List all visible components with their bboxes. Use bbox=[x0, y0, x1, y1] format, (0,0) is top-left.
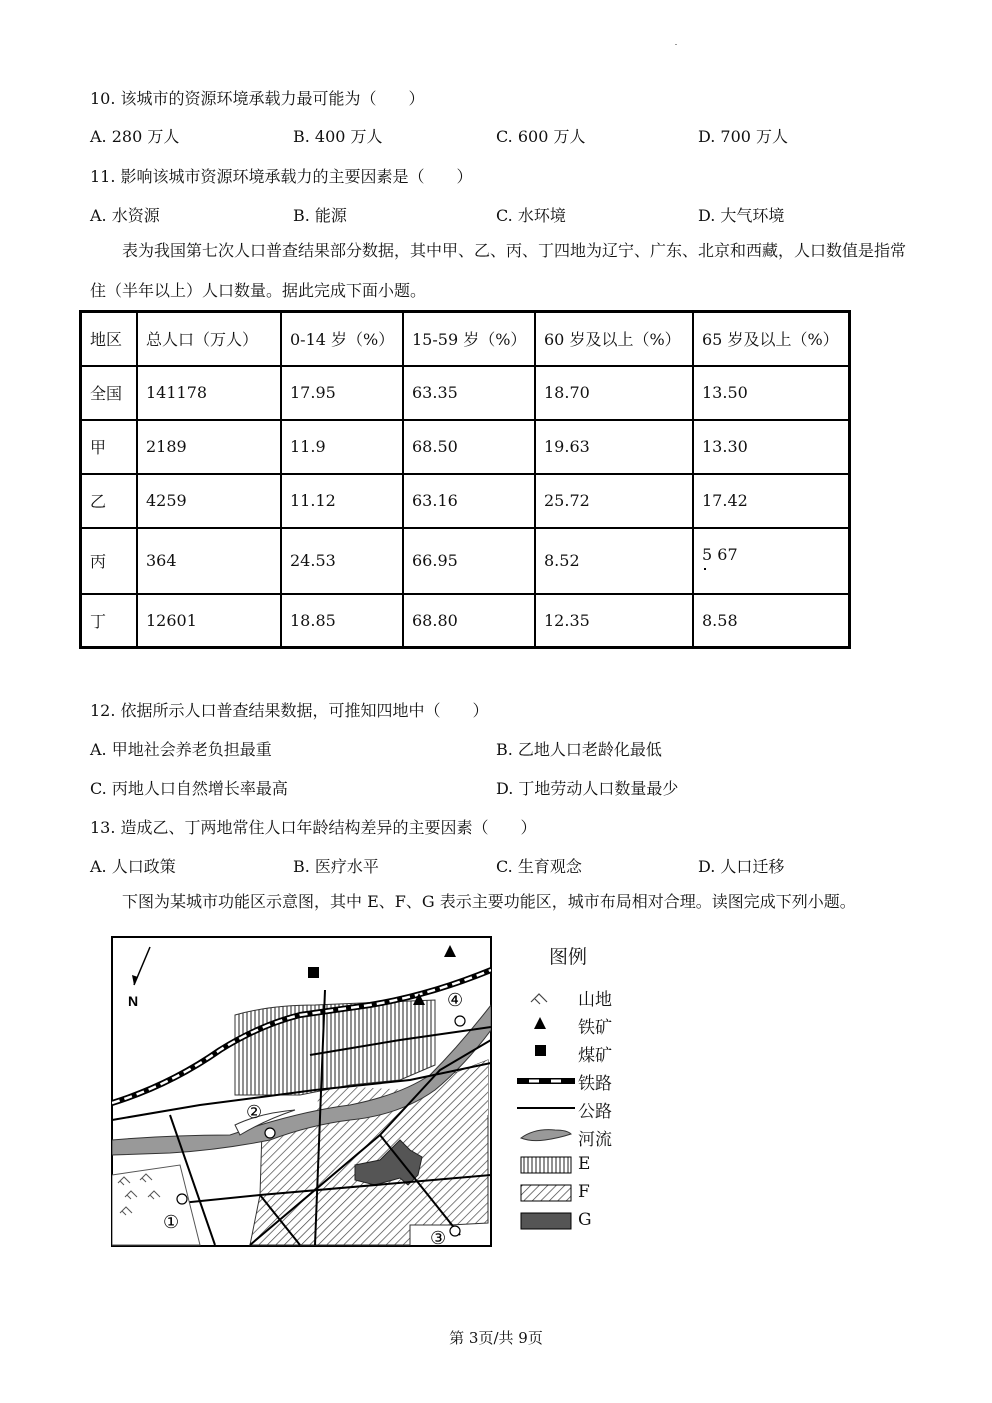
table-cell: 全国 bbox=[81, 366, 138, 420]
table-row bbox=[81, 594, 850, 648]
zone-f-swatch bbox=[521, 1185, 571, 1201]
legend-iron-mine: 铁矿 bbox=[578, 1018, 612, 1038]
header-cell: 0-14 岁（%） bbox=[281, 312, 403, 366]
header-cell: 65 岁及以上（%） bbox=[693, 312, 850, 366]
page-footer: 第 3页/共 9页 bbox=[449, 1329, 543, 1347]
q11-option-d: D. 大气环境 bbox=[698, 206, 785, 225]
q12-option-d: D. 丁地劳动人口数量最少 bbox=[496, 779, 679, 798]
q11-option-a: A. 水资源 bbox=[90, 206, 160, 225]
q11-option-c: C. 水环境 bbox=[496, 206, 566, 225]
table-cell: 8.52 bbox=[535, 528, 693, 594]
table-cell: 25.72 bbox=[535, 474, 693, 528]
zone-g-swatch bbox=[521, 1213, 571, 1229]
table-cell: 364 bbox=[137, 528, 281, 594]
q12-option-b: B. 乙地人口老龄化最低 bbox=[496, 740, 662, 759]
legend-g: G bbox=[578, 1210, 592, 1230]
table-cell: 乙 bbox=[81, 474, 138, 528]
legend-railway: 铁路 bbox=[578, 1074, 612, 1094]
table-cell: 63.35 bbox=[403, 366, 535, 420]
table-cell: 11.9 bbox=[281, 420, 403, 474]
table-cell: 13.30 bbox=[693, 420, 850, 474]
legend-mountain: 山地 bbox=[578, 990, 612, 1010]
table-cell: 甲 bbox=[81, 420, 138, 474]
legend-river: 河流 bbox=[578, 1130, 612, 1150]
q12-option-c: C. 丙地人口自然增长率最高 bbox=[90, 779, 288, 798]
q11-stem: 11. 影响该城市资源环境承载力的主要因素是（ ） bbox=[90, 167, 473, 186]
q10-stem: 10. 该城市的资源环境承载力最可能为（ ） bbox=[90, 89, 425, 108]
header-cell: 总人口（万人） bbox=[137, 312, 281, 366]
table-row bbox=[81, 474, 850, 528]
table-cell: 68.80 bbox=[403, 594, 535, 648]
census-table bbox=[79, 310, 851, 649]
label-4: ④ bbox=[447, 990, 464, 1011]
q13-option-a: A. 人口政策 bbox=[90, 857, 176, 876]
table-cell: 13.50 bbox=[693, 366, 850, 420]
town-circle-icon bbox=[455, 1016, 465, 1026]
legend-e: E bbox=[578, 1154, 591, 1174]
railway-icon bbox=[517, 1078, 575, 1084]
q13-option-d: D. 人口迁移 bbox=[698, 857, 785, 876]
table-cell: 12.35 bbox=[535, 594, 693, 648]
table-cell: 8.58 bbox=[693, 594, 850, 648]
q10-option-b: B. 400 万人 bbox=[293, 127, 383, 146]
q12-stem: 12. 依据所示人口普查结果数据，可推知四地中（ ） bbox=[90, 701, 489, 720]
city-function-map bbox=[110, 935, 493, 1248]
table-cell: 丁 bbox=[81, 594, 138, 648]
zone-e-swatch bbox=[521, 1157, 571, 1173]
q13-option-b: B. 医疗水平 bbox=[293, 857, 379, 876]
q11-option-b: B. 能源 bbox=[293, 206, 347, 225]
label-1: ① bbox=[163, 1212, 180, 1233]
table-cell: 11.12 bbox=[281, 474, 403, 528]
iron-mine-icon bbox=[534, 1017, 546, 1029]
q13-stem: 13. 造成乙、丁两地常住人口年龄结构差异的主要因素（ ） bbox=[90, 818, 537, 837]
header-cell: 15-59 岁（%） bbox=[403, 312, 535, 366]
legend-road: 公路 bbox=[578, 1102, 612, 1122]
table-cell: 141178 bbox=[137, 366, 281, 420]
q12-option-a: A. 甲地社会养老负担最重 bbox=[90, 740, 272, 759]
town-circle-icon bbox=[450, 1226, 460, 1236]
table-header-row bbox=[81, 312, 850, 366]
scan-speck bbox=[675, 44, 677, 45]
table-cell: 17.95 bbox=[281, 366, 403, 420]
legend-symbols bbox=[515, 980, 577, 1230]
legend-title: 图例 bbox=[549, 946, 588, 968]
north-label: N bbox=[128, 993, 139, 1009]
table-cell: 18.85 bbox=[281, 594, 403, 648]
header-cell: 地区 bbox=[81, 312, 138, 366]
table-cell: 4259 bbox=[137, 474, 281, 528]
table-row bbox=[81, 420, 850, 474]
label-2: ② bbox=[246, 1102, 263, 1123]
q13-option-c: C. 生育观念 bbox=[496, 857, 582, 876]
table-cell: 丙 bbox=[81, 528, 138, 594]
mountain-icon bbox=[531, 994, 547, 1004]
map-intro: 下图为某城市功能区示意图，其中 E、F、G 表示主要功能区，城市布局相对合理。读图完成下列小题。 bbox=[122, 892, 856, 911]
table-cell: 12601 bbox=[137, 594, 281, 648]
header-cell: 60 岁及以上（%） bbox=[535, 312, 693, 366]
table-cell: 63.16 bbox=[403, 474, 535, 528]
coal-mine-icon bbox=[308, 967, 319, 978]
q10-option-c: C. 600 万人 bbox=[496, 127, 586, 146]
table-cell: 2189 bbox=[137, 420, 281, 474]
legend-f: F bbox=[578, 1182, 590, 1202]
river-icon bbox=[521, 1130, 571, 1141]
decimal-dot-mark bbox=[704, 568, 706, 570]
table-cell: 24.53 bbox=[281, 528, 403, 594]
table-cell: 66.95 bbox=[403, 528, 535, 594]
coal-mine-icon bbox=[535, 1045, 546, 1056]
table-row bbox=[81, 366, 850, 420]
table-cell: 68.50 bbox=[403, 420, 535, 474]
q10-option-a: A. 280 万人 bbox=[90, 127, 180, 146]
legend-coal-mine: 煤矿 bbox=[578, 1046, 612, 1066]
q10-option-d: D. 700 万人 bbox=[698, 127, 789, 146]
table-cell: 17.42 bbox=[693, 474, 850, 528]
town-circle-icon bbox=[265, 1128, 275, 1138]
table-row bbox=[81, 528, 850, 594]
label-3: ③ bbox=[430, 1228, 447, 1248]
table-cell: 19.63 bbox=[535, 420, 693, 474]
table-intro: 表为我国第七次人口普查结果部分数据，其中甲、乙、丙、丁四地为辽宁、广东、北京和西藏，人口数值是指常住（半年以上）人口数量。据此完成下面小题。 bbox=[90, 241, 907, 300]
town-circle-icon bbox=[177, 1194, 187, 1204]
table-cell: 5 67 bbox=[693, 528, 850, 594]
table-cell: 18.70 bbox=[535, 366, 693, 420]
